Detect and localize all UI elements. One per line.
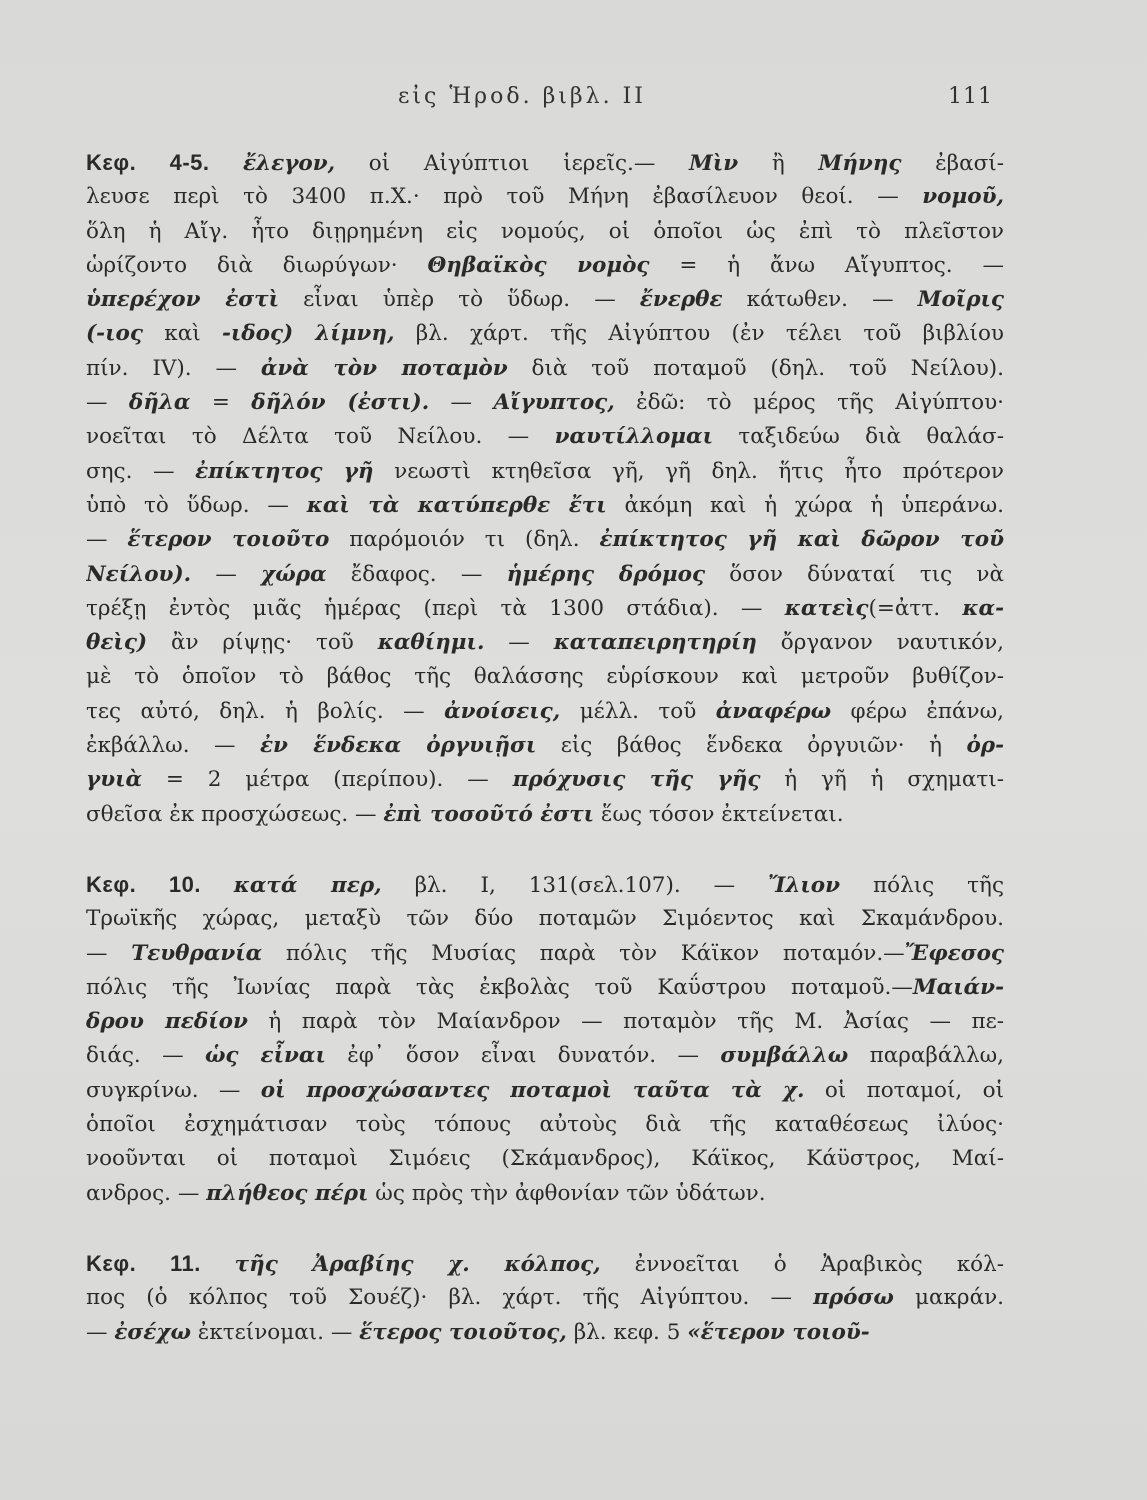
gloss-text: βλ. χάρτ. τῆς Αἰγύπτου (ἐν τέλει τοῦ βιβλίου: [394, 321, 1004, 347]
lemma-term: ἐπὶ τοσοῦτό ἐστι: [383, 801, 595, 827]
gloss-text: ανδρος. —: [86, 1180, 207, 1206]
gloss-text: παραβάλλω,: [848, 1043, 1004, 1069]
lemma-term: ναυτίλλομαι: [554, 424, 713, 450]
gloss-text: ἐδῶ: τὸ μέρος τῆς Αἰγύπτου·: [614, 390, 1004, 416]
text-line: [86, 1316, 1004, 1350]
gloss-text: βλ. κεφ. 5: [566, 1319, 688, 1345]
gloss-text: (=ἀττ.: [868, 595, 963, 621]
gloss-text: παρόμοιόν τι (δηλ.: [329, 527, 600, 553]
gloss-text: —: [86, 1319, 115, 1345]
lemma-term: γυιὰ: [86, 767, 143, 793]
lemma-term: ἔνερθε: [639, 287, 723, 313]
gloss-text: τες αὐτό, δηλ. ἡ βολίς. —: [86, 698, 445, 724]
gloss-text: νεωστὶ κτηθεῖσα γῆ, γῆ δηλ. ἥτις ἦτο πρότερον: [373, 458, 1004, 484]
lemma-term: συμβάλλω: [720, 1043, 849, 1069]
lemma-term: οἱ προσχώσαντες ποταμοὶ ταῦτα τὰ χ.: [260, 1077, 805, 1103]
lemma-term: ἐπίκτητος γῆ: [195, 458, 374, 484]
lemma-term: ὡς εἶναι: [204, 1043, 326, 1069]
text-line: [86, 695, 1004, 729]
lemma-term: ἕτερον τοιοῦτο: [127, 527, 330, 553]
text-line: [86, 1281, 1004, 1315]
text-line: [86, 1247, 1004, 1281]
lemma-term: ἐσέχω: [114, 1319, 191, 1345]
gloss-text: ὅλη ἡ Αἴγ. ἦτο διῃρημένη εἰς νομούς, οἱ ὁποῖοι ὡς ἐπὶ τὸ πλεῖστον: [86, 218, 1004, 244]
lemma-term: Μοῖρις: [917, 287, 1004, 313]
text-line: [86, 146, 1004, 180]
gloss-text: ἐννοεῖται ὁ Ἀραβικὸς κόλ-: [600, 1251, 1004, 1277]
text-line: [86, 215, 1004, 249]
text-line: [86, 420, 1004, 454]
lemma-term: (-ιος: [86, 321, 143, 347]
lemma-term: Θηβαϊκὸς νομὸς: [427, 252, 650, 278]
gloss-text: ὅσον δύναταί τις νὰ: [705, 561, 1004, 587]
commentary-paragraph: [86, 868, 1004, 1211]
gloss-text: —: [86, 527, 128, 553]
text-line: [86, 660, 1004, 694]
gloss-text: διάς. —: [86, 1043, 205, 1069]
gloss-text: μέλλ. τοῦ: [560, 698, 716, 724]
gloss-text: βλ. I, 131(σελ.107). —: [381, 872, 769, 898]
gloss-text: κάτωθεν. —: [722, 287, 918, 313]
text-line: [86, 317, 1004, 351]
lemma-term: πρόσω: [813, 1285, 894, 1311]
gloss-text: φέρω ἐπάνω,: [831, 698, 1004, 724]
gloss-text: —: [429, 390, 494, 416]
text-line: [86, 1039, 1004, 1073]
lemma-term: ὀρ-: [966, 733, 1004, 759]
gloss-text: —: [484, 630, 554, 656]
gloss-text: ὄργανον ναυτικόν,: [756, 630, 1004, 656]
text-line: [86, 971, 1004, 1005]
gloss-text: νοοῦνται οἱ ποταμοὶ Σιμόεις (Σκάμανδρος), Κάϊκος, Κάϋστρος, Μαί-: [86, 1146, 1004, 1172]
lemma-term: Νείλου).: [86, 561, 192, 587]
text-line: [86, 1074, 1004, 1108]
lemma-term: κατά περ,: [233, 872, 382, 898]
gloss-text: οἱ ποταμοί, οἱ: [804, 1077, 1004, 1103]
gloss-text: ἕως τόσον ἐκτείνεται.: [594, 801, 844, 827]
gloss-text: ἡ γῆ ἡ σχηματι-: [760, 767, 1004, 793]
text-line: [86, 1108, 1004, 1142]
gloss-text: ἢ: [738, 151, 819, 176]
lemma-term: καθίημι.: [377, 630, 485, 656]
gloss-text: νοεῖται τὸ Δέλτα τοῦ Νείλου. —: [86, 424, 555, 450]
text-line: [86, 1142, 1004, 1176]
running-title: εἰς Ἡροδ. βιβλ. II: [398, 84, 646, 109]
gloss-text: ἐβασί-: [901, 151, 1004, 176]
text-line: [86, 626, 1004, 660]
gloss-text: = 2 μέτρα (περίπου). —: [142, 767, 513, 793]
gloss-text: πόλις τῆς: [840, 872, 1004, 898]
gloss-text: καὶ: [142, 321, 222, 347]
lemma-term: ἀνὰ τὸν ποταμὸν: [260, 355, 508, 381]
gloss-text: = ἡ ἄνω Αἴγυπτος. —: [649, 252, 1004, 278]
gloss-text: ἐφ᾿ ὅσον εἶναι δυνατόν. —: [325, 1043, 721, 1069]
gloss-text: =: [190, 390, 252, 416]
text-line: [86, 798, 1004, 832]
lemma-term: Μαιάν-: [912, 974, 1004, 1000]
gloss-text: ἐκβάλλω. —: [86, 733, 260, 759]
lemma-term: κα-: [962, 595, 1004, 621]
text-line: [86, 249, 1004, 283]
lemma-term: Τευθρανία: [131, 940, 263, 966]
lemma-term: θεὶς): [86, 630, 148, 656]
paragraph-gap: [86, 1211, 1004, 1247]
running-head: [0, 84, 1147, 124]
lemma-term: καταπειρητηρίη: [553, 630, 757, 656]
gloss-text: ἔδαφος. —: [326, 561, 507, 587]
gloss-text: ἀκόμη καὶ ἡ χώρα ἡ ὑπεράνω.: [606, 492, 1004, 518]
lemma-term: Μήνης: [818, 151, 902, 176]
text-line: [86, 1005, 1004, 1039]
text-line: [86, 386, 1004, 420]
lemma-term: ἡμέρης δρόμος: [506, 561, 706, 587]
gloss-text: —: [86, 940, 132, 966]
gloss-text: συγκρίνω. —: [86, 1077, 261, 1103]
gloss-text: λευσε περὶ τὸ 3400 π.Χ.· πρὸ τοῦ Μήνη ἐβασίλευον θεοί. —: [86, 184, 923, 210]
gloss-text: ἐκτείνομαι. —: [190, 1319, 360, 1345]
gloss-text: ὁποῖοι ἐσχημάτισαν τοὺς τόπους αὐτοὺς διὰ τῆς καταθέσεως ἰλύος·: [86, 1112, 1004, 1138]
gloss-text: ἂν ρίψῃς· τοῦ: [147, 630, 378, 656]
gloss-text: εἶναι ὑπὲρ τὸ ὕδωρ. —: [279, 287, 640, 313]
lemma-term: καὶ τὰ κατύπερθε ἔτι: [306, 492, 607, 518]
lemma-term: «ἕτερον τοιοῦ-: [687, 1319, 870, 1345]
paragraph-gap: [86, 832, 1004, 868]
lemma-term: δῆλα: [128, 390, 191, 416]
gloss-text: —: [86, 390, 129, 416]
gloss-text: οἱ Αἰγύπτιοι ἱερεῖς.—: [335, 151, 690, 176]
commentary-paragraph: [86, 146, 1004, 832]
gloss-text: ταξιδεύω διὰ θαλάσ-: [713, 424, 1004, 450]
text-line: [86, 352, 1004, 386]
text-line: [86, 763, 1004, 797]
lemma-term: ἔλεγον,: [242, 151, 336, 176]
gloss-text: εἰς βάθος ἕνδεκα ὀργυιῶν· ἡ: [536, 733, 967, 759]
lemma-term: -ιδος) λίμνη,: [221, 321, 395, 347]
text-line: [86, 902, 1004, 936]
gloss-text: ὡρίζοντο διὰ διωρύγων·: [86, 252, 428, 278]
lemma-term: πρόχυσις τῆς γῆς: [512, 767, 761, 793]
lemma-term: ἕτερος τοιοῦτος,: [359, 1319, 567, 1345]
gloss-text: πίν. IV). —: [86, 355, 261, 381]
text-line: [86, 455, 1004, 489]
text-line: [86, 180, 1004, 214]
lemma-term: ἐπίκτητος γῆ καὶ δῶρον τοῦ: [599, 527, 1004, 553]
gloss-text: διὰ τοῦ ποταμοῦ (δηλ. τοῦ Νείλου).: [507, 355, 1004, 381]
lemma-term: ἀναφέρω: [715, 698, 832, 724]
text-line: [86, 489, 1004, 523]
lemma-term: πλήθεος πέρι: [206, 1180, 369, 1206]
gloss-text: ὑπὸ τὸ ὕδωρ. —: [86, 492, 307, 518]
gloss-text: πόλις τῆς Ἰωνίας παρὰ τὰς ἐκβολὰς τοῦ Καΰστρου ποταμοῦ.—: [86, 974, 913, 1000]
lemma-term: κατεὶς: [784, 595, 869, 621]
gloss-text: σθεῖσα ἐκ προσχώσεως. —: [86, 801, 384, 827]
gloss-text: σης. —: [86, 458, 196, 484]
gloss-text: Τρωϊκῆς χώρας, μεταξὺ τῶν δύο ποταμῶν Σιμόεντος καὶ Σκαμάνδρου.: [86, 906, 1004, 932]
lemma-term: Μὶν: [689, 151, 739, 176]
lemma-term: δῆλόν (ἐστι).: [251, 390, 430, 416]
chapter-ref: Κεφ. 4-5.: [86, 150, 243, 175]
gloss-text: μὲ τὸ ὁποῖον τὸ βάθος τῆς θαλάσσης εὑρίσκουν καὶ μετροῦν βυθίζον-: [86, 664, 1004, 690]
gloss-text: πος (ὁ κόλπος τοῦ Σουέζ)· βλ. χάρτ. τῆς Αἰγύπτου. —: [86, 1285, 814, 1311]
text-line: [86, 592, 1004, 626]
commentary-paragraph: [86, 1247, 1004, 1350]
gloss-text: ἡ παρὰ τὸν Μαίανδρον — ποταμὸν τῆς Μ. Ἀσίας — πε-: [247, 1009, 1004, 1035]
gloss-text: μακράν.: [893, 1285, 1004, 1311]
lemma-term: δρου πεδίον: [86, 1009, 248, 1035]
text-line: [86, 283, 1004, 317]
text-line: [86, 523, 1004, 557]
text-line: [86, 558, 1004, 592]
lemma-term: τῆς Ἀραβίης χ. κόλπος,: [234, 1251, 601, 1277]
lemma-term: ὑπερέχον ἐστὶ: [86, 287, 280, 313]
lemma-term: χώρα: [261, 561, 327, 587]
page-number: 111: [948, 84, 993, 109]
lemma-term: ἀνοίσεις,: [444, 698, 561, 724]
lemma-term: Ἴλιον: [768, 872, 841, 898]
lemma-term: Ἔφεσος: [904, 940, 1004, 966]
chapter-ref: Κεφ. 10.: [86, 871, 234, 897]
gloss-text: ὡς πρὸς τὴν ἀφθονίαν τῶν ὑδάτων.: [368, 1180, 766, 1206]
text-line: [86, 729, 1004, 763]
text-line: [86, 868, 1004, 902]
chapter-ref: Κεφ. 11.: [86, 1250, 235, 1276]
lemma-term: Αἴγυπτος,: [493, 390, 615, 416]
commentary-body: [86, 146, 1004, 1350]
text-line: [86, 1177, 1004, 1211]
gloss-text: τρέξῃ ἐντὸς μιᾶς ἡμέρας (περὶ τὰ 1300 στάδια). —: [86, 595, 785, 621]
text-line: [86, 937, 1004, 971]
gloss-text: —: [191, 561, 262, 587]
lemma-term: νομοῦ,: [922, 184, 1004, 210]
lemma-term: ἐν ἕνδεκα ὀργυιῇσι: [259, 733, 537, 759]
gloss-text: πόλις τῆς Μυσίας παρὰ τὸν Κάϊκον ποταμόν.—: [262, 940, 905, 966]
